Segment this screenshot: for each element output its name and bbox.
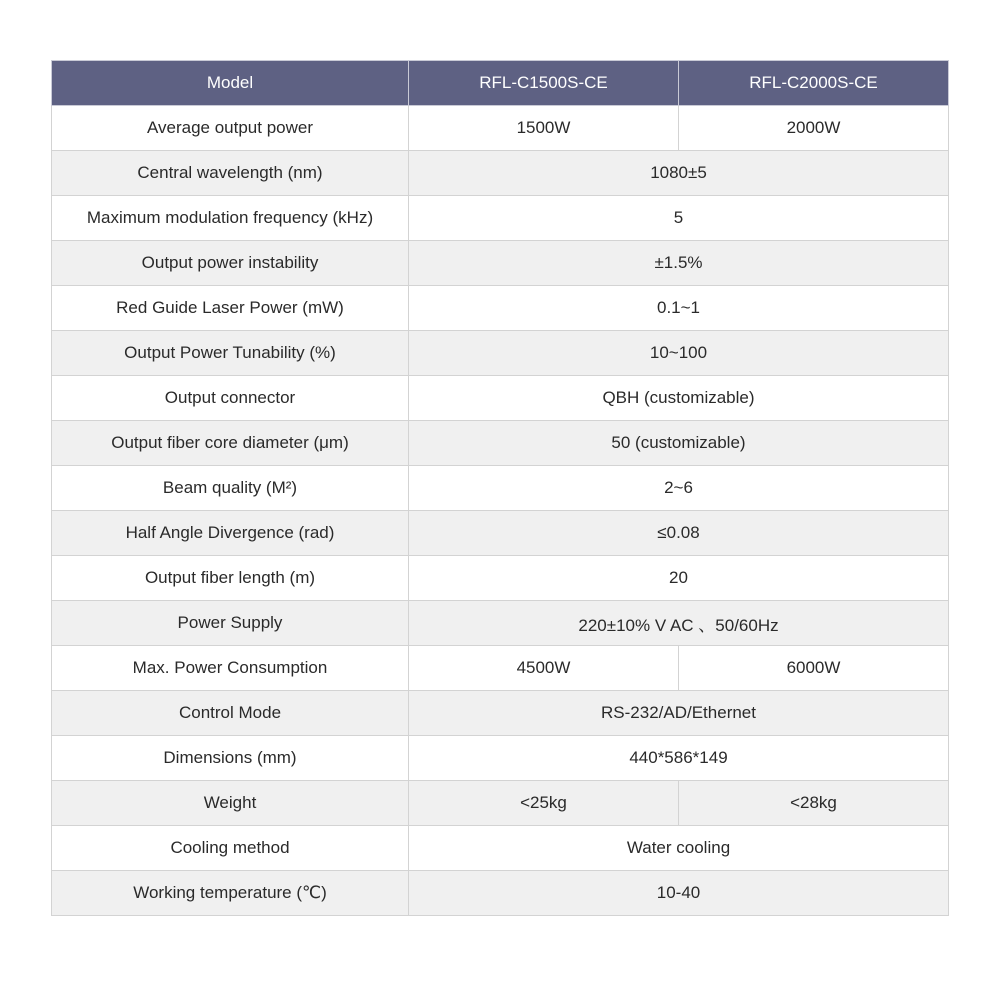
table-row bbox=[52, 781, 949, 826]
table-row bbox=[52, 736, 949, 781]
row-value-c2000: 6000W bbox=[679, 646, 949, 691]
row-label: Power Supply bbox=[52, 601, 409, 646]
row-value: ≤0.08 bbox=[409, 511, 949, 556]
table-row bbox=[52, 871, 949, 916]
row-label: Working temperature (℃) bbox=[52, 871, 409, 916]
table-row bbox=[52, 826, 949, 871]
row-label: Beam quality (M²) bbox=[52, 466, 409, 511]
row-value-c1500: 4500W bbox=[409, 646, 679, 691]
table-header-row bbox=[52, 61, 949, 106]
row-label: Half Angle Divergence (rad) bbox=[52, 511, 409, 556]
row-label: Central wavelength (nm) bbox=[52, 151, 409, 196]
row-label: Dimensions (mm) bbox=[52, 736, 409, 781]
row-value: Water cooling bbox=[409, 826, 949, 871]
table-row bbox=[52, 466, 949, 511]
row-value: 220±10% V AC 、50/60Hz bbox=[409, 601, 949, 646]
table-row bbox=[52, 691, 949, 736]
table-row bbox=[52, 106, 949, 151]
row-value: 5 bbox=[409, 196, 949, 241]
table-row bbox=[52, 556, 949, 601]
row-value: RS-232/AD/Ethernet bbox=[409, 691, 949, 736]
table-row bbox=[52, 241, 949, 286]
table-row bbox=[52, 151, 949, 196]
table-row bbox=[52, 646, 949, 691]
spec-table bbox=[51, 60, 949, 916]
row-value: 1080±5 bbox=[409, 151, 949, 196]
row-value-c1500: 1500W bbox=[409, 106, 679, 151]
row-label: Output power instability bbox=[52, 241, 409, 286]
row-label: Output fiber core diameter (μm) bbox=[52, 421, 409, 466]
row-label: Red Guide Laser Power (mW) bbox=[52, 286, 409, 331]
row-value: 0.1~1 bbox=[409, 286, 949, 331]
row-label: Output Power Tunability (%) bbox=[52, 331, 409, 376]
table-row bbox=[52, 511, 949, 556]
table-row bbox=[52, 286, 949, 331]
row-value-c2000: 2000W bbox=[679, 106, 949, 151]
row-label: Control Mode bbox=[52, 691, 409, 736]
row-label: Cooling method bbox=[52, 826, 409, 871]
header-model: Model bbox=[52, 61, 409, 106]
table-row bbox=[52, 196, 949, 241]
row-value: 20 bbox=[409, 556, 949, 601]
row-value: 2~6 bbox=[409, 466, 949, 511]
table-row bbox=[52, 601, 949, 646]
row-value: QBH (customizable) bbox=[409, 376, 949, 421]
row-label: Output connector bbox=[52, 376, 409, 421]
table-row bbox=[52, 376, 949, 421]
row-label: Output fiber length (m) bbox=[52, 556, 409, 601]
row-label: Maximum modulation frequency (kHz) bbox=[52, 196, 409, 241]
table-row bbox=[52, 421, 949, 466]
row-value-c1500: <25kg bbox=[409, 781, 679, 826]
header-rfl-c2000s-ce: RFL-C2000S-CE bbox=[679, 61, 949, 106]
row-label: Weight bbox=[52, 781, 409, 826]
header-rfl-c1500s-ce: RFL-C1500S-CE bbox=[409, 61, 679, 106]
row-label: Average output power bbox=[52, 106, 409, 151]
row-value: 440*586*149 bbox=[409, 736, 949, 781]
row-label: Max. Power Consumption bbox=[52, 646, 409, 691]
row-value-c2000: <28kg bbox=[679, 781, 949, 826]
table-row bbox=[52, 331, 949, 376]
row-value: 10-40 bbox=[409, 871, 949, 916]
row-value: 10~100 bbox=[409, 331, 949, 376]
row-value: 50 (customizable) bbox=[409, 421, 949, 466]
row-value: ±1.5% bbox=[409, 241, 949, 286]
